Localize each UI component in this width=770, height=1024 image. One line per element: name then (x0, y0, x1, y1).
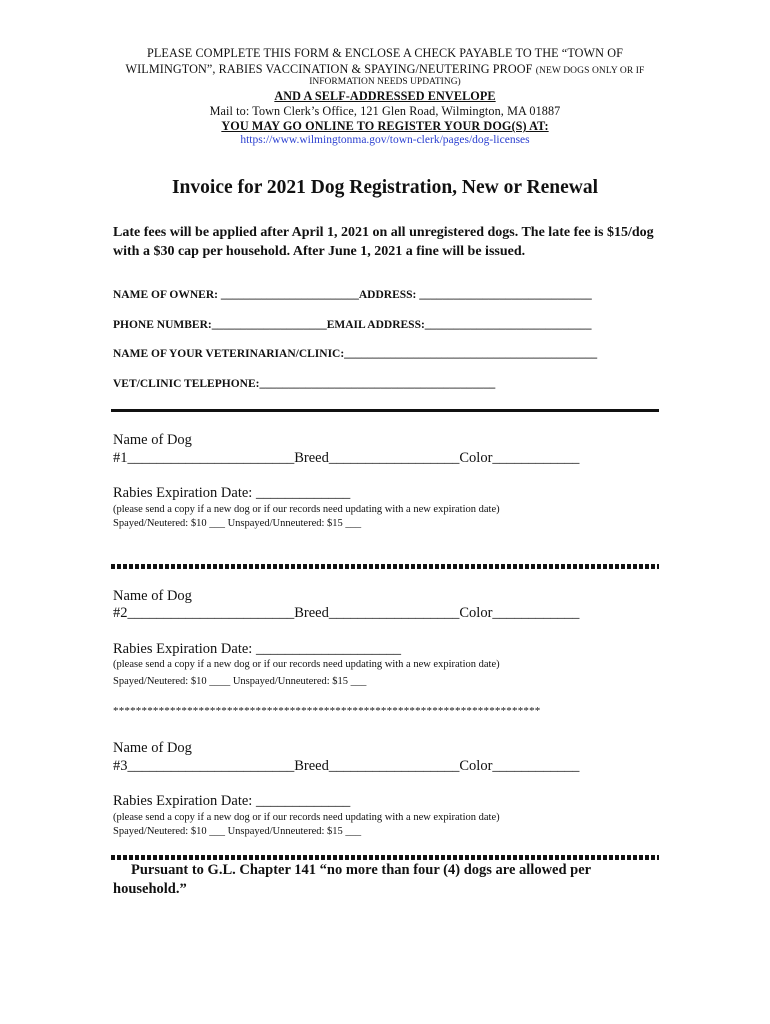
envelope-instruction: AND A SELF-ADDRESSED ENVELOPE (274, 89, 496, 103)
dog-3-rabies-note: (please send a copy if a new dog or if our records need updating with a new expiration date) (113, 812, 500, 823)
dog-3-name-breed-color-field[interactable]: #3_______________________Breed__________________Color____________ (113, 758, 580, 774)
dog-1-name-breed-color-field[interactable]: #1_______________________Breed__________________Color____________ (113, 450, 580, 466)
registration-url-link[interactable]: https://www.wilmingtonma.gov/town-clerk/pages/dog-licenses (240, 134, 530, 146)
header-line-1: PLEASE COMPLETE THIS FORM & ENCLOSE A CHECK PAYABLE TO THE “TOWN OF (147, 46, 623, 60)
dog-1-fee-options[interactable]: Spayed/Neutered: $10 ___ Unspayed/Unneutered: $15 ___ (113, 518, 362, 529)
dog-3-name-label: Name of Dog (113, 740, 192, 756)
dog-1-rabies-note: (please send a copy if a new dog or if our records need updating with a new expiration date) (113, 504, 500, 515)
vet-telephone-field[interactable]: VET/CLINIC TELEPHONE:_________________________________________ (113, 378, 496, 390)
late-fees-notice: Late fees will be applied after April 1, 2021 on all unregistered dogs. The late fee is $15/dog with a $30 cap per household. After June 1, 2021 a fine will be issued. (113, 225, 654, 259)
page-title: Invoice for 2021 Dog Registration, New or Renewal (171, 177, 599, 198)
section-divider-dotted-bottom (111, 855, 659, 860)
dog-1-name-label: Name of Dog (113, 432, 192, 448)
header-line-2 (0, 62, 770, 77)
dog-2-rabies-note: (please send a copy if a new dog or if our records need updating with a new expiration date) (113, 659, 500, 670)
phone-email-field[interactable]: PHONE NUMBER:____________________EMAIL ADDRESS:_____________________________ (113, 319, 592, 331)
online-registration-note: YOU MAY GO ONLINE TO REGISTER YOUR DOG(S) AT: (221, 119, 549, 133)
dog-3-fee-options[interactable]: Spayed/Neutered: $10 ___ Unspayed/Unneutered: $15 ___ (113, 826, 362, 837)
dog-2-rabies-expiration-field[interactable]: Rabies Expiration Date: ____________________ (113, 641, 401, 657)
header-line-2-small: (NEW DOGS ONLY OR IF (535, 66, 645, 76)
dog-2-name-breed-color-field[interactable]: #2_______________________Breed__________________Color____________ (113, 605, 580, 621)
veterinarian-field[interactable]: NAME OF YOUR VETERINARIAN/CLINIC:____________________________________________ (113, 348, 598, 360)
dog-limit-notice-line-1: Pursuant to G.L. Chapter 141 “no more than four (4) dogs are allowed per (131, 862, 592, 878)
header-line-2-main: WILMINGTON”, RABIES VACCINATION & SPAYING/NEUTERING PROOF (125, 62, 533, 76)
section-divider-stars: *************************************************************************** (113, 705, 541, 717)
header-line-3: INFORMATION NEEDS UPDATING) (309, 77, 461, 87)
section-divider-dotted (111, 564, 659, 569)
dog-2-name-label: Name of Dog (113, 588, 192, 604)
dog-3-rabies-expiration-field[interactable]: Rabies Expiration Date: _____________ (113, 793, 351, 809)
dog-2-fee-options[interactable]: Spayed/Neutered: $10 ____ Unspayed/Unneutered: $15 ___ (113, 676, 367, 687)
section-divider-solid (111, 409, 659, 412)
dog-limit-notice-line-2: household.” (113, 881, 187, 897)
mail-to-address: Mail to: Town Clerk’s Office, 121 Glen Road, Wilmington, MA 01887 (209, 104, 561, 118)
owner-address-field[interactable]: NAME OF OWNER: ________________________ADDRESS: ______________________________ (113, 289, 592, 301)
dog-1-rabies-expiration-field[interactable]: Rabies Expiration Date: _____________ (113, 485, 351, 501)
